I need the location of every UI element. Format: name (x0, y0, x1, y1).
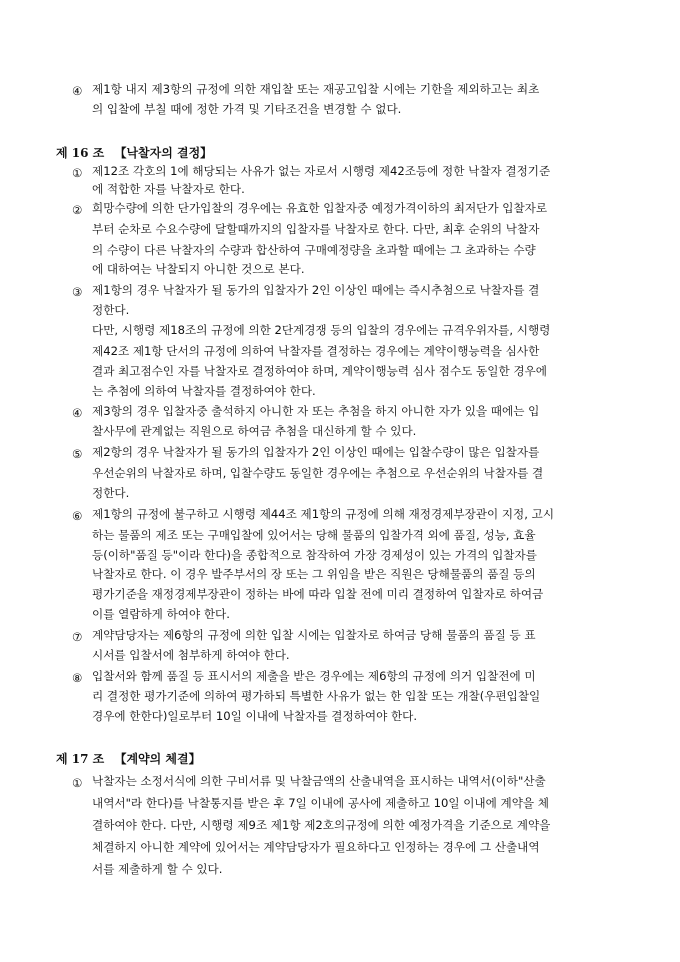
text-line: 결과 최고점수인 자를 낙찰자로 결정하여야 하며, 계약이행능력 심사 점수도 동일한 경우에 (92, 364, 547, 378)
text-line: 하는 물품의 제조 또는 구매입찰에 있어서는 당해 물품의 입찰가격 외에 품질, 성능, 효율 (92, 528, 536, 542)
text-line: 정한다. (92, 486, 130, 500)
text-line: 부터 순차로 수요수량에 달할때까지의 입찰자를 낙찰자로 한다. 다만, 최후 순위의 낙찰자 (92, 222, 540, 236)
text-line: 의 수량이 다른 낙찰자의 수량과 합산하여 구매예정량을 초과할 때에는 그 초과하는 수량 (92, 243, 536, 257)
text-line: 희망수량에 의한 단가입찰의 경우에는 유효한 입찰자중 예정가격이하의 최저단가 입찰자로 (92, 201, 548, 215)
text-line: 제12조 각호의 1에 해당되는 사유가 없는 자로서 시행령 제42조등에 정한 낙찰자 결정기준 (92, 164, 551, 178)
text-line: 정한다. (92, 303, 130, 317)
text-line: 제1항 내지 제3항의 규정에 의한 재입찰 또는 재공고입찰 시에는 기한을 제외하고는 최초 (92, 82, 540, 96)
article-17-title: 【계약의 체결】 (114, 752, 201, 766)
item-marker: ① (72, 166, 83, 180)
item-marker: ⑤ (72, 447, 83, 461)
text-line: 리 결정한 평가기준에 의하여 평가하되 특별한 사유가 없는 한 입찰 또는 개찰(우편입찰일 (92, 689, 541, 703)
text-line: 이를 열람하게 하여야 한다. (92, 607, 230, 621)
item-marker: ⑦ (72, 630, 83, 644)
article-17-heading (56, 750, 201, 767)
text-line: 등(이하"품질 등"이라 한다)을 종합적으로 참작하여 가장 경제성이 있는 가격의 입찰자를 (92, 548, 537, 562)
item-marker: ⑥ (72, 509, 83, 523)
item-marker: ② (72, 203, 83, 217)
text-line: 시서를 입찰서에 첨부하게 하여야 한다. (92, 648, 290, 662)
text-line: 경우에 한한다)일로부터 10일 이내에 낙찰자를 결정하여야 한다. (92, 709, 418, 723)
article-16-title: 【낙찰자의 결정】 (114, 146, 213, 160)
item-marker: ⑧ (72, 671, 83, 685)
text-line: 에 대하여는 낙찰되지 아니한 것으로 본다. (92, 262, 305, 276)
text-line: 제1항의 경우 낙찰자가 될 동가의 입찰자가 2인 이상인 때에는 즉시추첨으로 낙찰자를 결 (92, 283, 540, 297)
text-line: 내역서"라 한다)를 낙찰통지를 받은 후 7일 이내에 공사에 제출하고 10일 이내에 계약을 체 (92, 796, 549, 810)
text-line: 평가기준을 재정경제부장관이 정하는 바에 따라 입찰 전에 미리 결정하여 입찰자로 하여금 (92, 587, 544, 601)
text-line: 에 적합한 자를 낙찰자로 한다. (92, 182, 245, 196)
text-line: 계약담당자는 제6항의 규정에 의한 입찰 시에는 입찰자로 하여금 당해 물품의 품질 등 표 (92, 628, 536, 642)
text-line: 제42조 제1항 단서의 규정에 의하여 낙찰자를 결정하는 경우에는 계약이행능력을 심사한 (92, 344, 540, 358)
article-16-label: 제 16 조 (56, 146, 105, 160)
text-line: 찰사무에 관계없는 직원으로 하여금 추첨을 대신하게 할 수 있다. (92, 424, 417, 438)
item-marker: ④ (72, 406, 83, 420)
text-line: 낙찰자로 한다. 이 경우 발주부서의 장 또는 그 위임을 받은 직원은 당해물품의 품질 등의 (92, 567, 536, 581)
text-line: 제2항의 경우 낙찰자가 될 동가의 입찰자가 2인 이상인 때에는 입찰수량이 많은 입찰자를 (92, 445, 540, 459)
text-line: 의 입찰에 부칠 때에 정한 가격 및 기타조건을 변경할 수 없다. (92, 102, 402, 116)
item-marker: ③ (72, 285, 83, 299)
text-line: 낙찰자는 소정서식에 의한 구비서류 및 낙찰금액의 산출내역을 표시하는 내역서(이하"산출 (92, 774, 546, 788)
item-marker: ④ (72, 84, 83, 98)
text-line: 결하여야 한다. 다만, 시행령 제9조 제1항 제2호의규정에 의한 예정가격을 기준으로 계약을 (92, 818, 551, 832)
text-line: 제3항의 경우 입찰자중 출석하지 아니한 자 또는 추첨을 하지 아니한 자가 있을 때에는 입 (92, 404, 540, 418)
text-line: 우선순위의 낙찰자로 하며, 입찰수량도 동일한 경우에는 추첨으로 우선순위의 낙찰자를 결 (92, 466, 544, 480)
text-line: 서를 제출하게 할 수 있다. (92, 862, 223, 876)
text-line: 체결하지 아니한 계약에 있어서는 계약담당자가 필요하다고 인정하는 경우에 그 산출내역 (92, 840, 540, 854)
text-line: 다만, 시행령 제18조의 규정에 의한 2단계경쟁 등의 입찰의 경우에는 규격우위자를, 시행령 (92, 323, 551, 337)
text-line: 제1항의 규정에 불구하고 시행령 제44조 제1항의 규정에 의해 재정경제부장관이 지정, 고시 (92, 507, 555, 521)
article-16-heading (56, 144, 212, 161)
text-line: 입찰서와 함께 품질 등 표시서의 제출을 받은 경우에는 제6항의 규정에 의거 입찰전에 미 (92, 669, 536, 683)
text-line: 는 추첨에 의하여 낙찰자를 결정하여야 한다. (92, 384, 316, 398)
article-17-label: 제 17 조 (56, 752, 105, 766)
item-marker: ① (72, 776, 83, 790)
